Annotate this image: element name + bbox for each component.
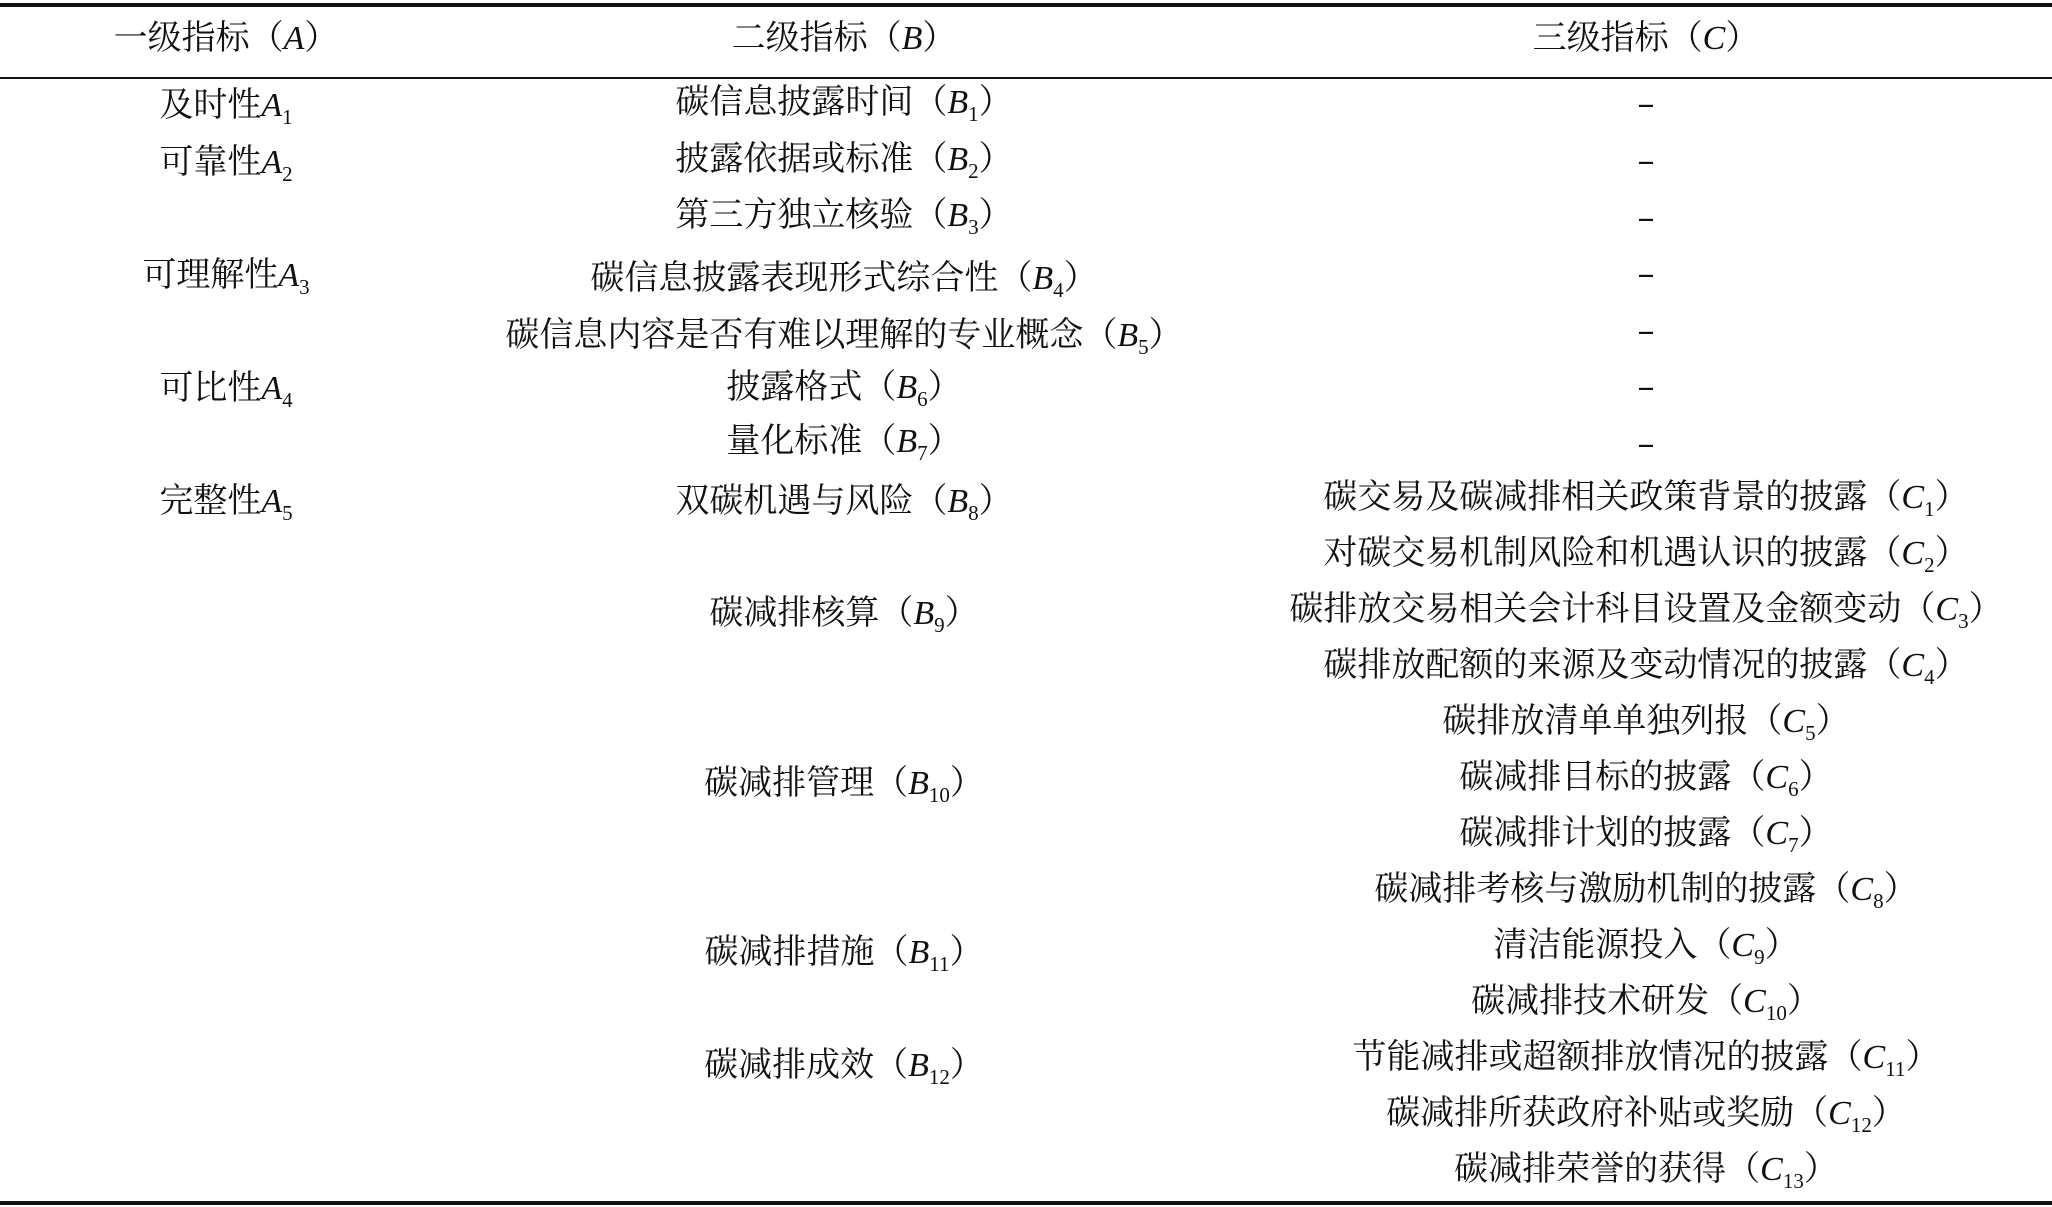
level3-dash: – bbox=[1637, 84, 1655, 124]
table-bottom-rule bbox=[0, 1201, 2052, 1205]
level3-cell: 碳排放交易相关会计科目设置及金额变动$(C_3)$ bbox=[1289, 589, 2003, 633]
level2-cell: 碳减排管理$(B_{10})$ bbox=[704, 763, 984, 807]
level3-cell: 碳减排荣誉的获得$(C_{13})$ bbox=[1454, 1149, 1838, 1193]
level3-dash: – bbox=[1637, 367, 1655, 407]
level1-cell: 可理解性$A_3$ bbox=[142, 255, 310, 299]
level2-cell: 双碳机遇与风险$(B_8)$ bbox=[675, 481, 1013, 525]
level1-cell: 可比性$A_4$ bbox=[159, 368, 293, 412]
level2-cell: 碳信息披露表现形式综合性$(B_4)$ bbox=[590, 258, 1098, 302]
header-level3: 三级指标（C） bbox=[1532, 18, 1760, 58]
level1-cell: 可靠性$A_2$ bbox=[159, 142, 293, 186]
level3-cell: 碳减排技术研发$(C_{10})$ bbox=[1471, 981, 1821, 1025]
level3-cell: 碳排放清单单独列报$(C_5)$ bbox=[1442, 701, 1850, 745]
level3-cell: 碳减排计划的披露$(C_7)$ bbox=[1459, 813, 1833, 857]
level3-dash: – bbox=[1637, 254, 1655, 294]
level3-cell: 清洁能源投入$(C_9)$ bbox=[1493, 925, 1799, 969]
level1-cell: 及时性$A_1$ bbox=[159, 85, 293, 129]
level3-cell: 节能减排或超额排放情况的披露$(C_{11})$ bbox=[1352, 1037, 1940, 1081]
level2-cell: 第三方独立核验$(B_3)$ bbox=[675, 195, 1013, 239]
level2-cell: 碳减排核算$(B_9)$ bbox=[709, 593, 979, 637]
level2-cell: 披露依据或标准$(B_2)$ bbox=[675, 139, 1013, 183]
level1-cell: 完整性$A_5$ bbox=[159, 481, 293, 525]
level3-cell: 碳减排考核与激励机制的披露$(C_8)$ bbox=[1374, 869, 1918, 913]
level2-cell: 碳减排成效$(B_{12})$ bbox=[704, 1045, 984, 1089]
level2-cell: 碳减排措施$(B_{11})$ bbox=[704, 932, 984, 976]
level3-dash: – bbox=[1637, 424, 1655, 464]
level3-cell: 碳减排目标的披露$(C_6)$ bbox=[1459, 757, 1833, 801]
level2-cell: 碳信息披露时间$(B_1)$ bbox=[675, 82, 1013, 126]
level3-dash: – bbox=[1637, 198, 1655, 238]
level2-cell: 碳信息内容是否有难以理解的专业概念$(B_5)$ bbox=[505, 315, 1183, 359]
level3-cell: 对碳交易机制风险和机遇认识的披露$(C_2)$ bbox=[1323, 533, 1969, 577]
table-top-rule bbox=[0, 3, 2052, 7]
level3-cell: 碳排放配额的来源及变动情况的披露$(C_4)$ bbox=[1323, 645, 1969, 689]
header-level1: 一级指标（A） bbox=[113, 18, 339, 58]
level2-cell: 量化标准$(B_7)$ bbox=[726, 421, 962, 465]
level3-dash: – bbox=[1637, 311, 1655, 351]
level3-dash: – bbox=[1637, 141, 1655, 181]
table-header-rule bbox=[0, 77, 2052, 79]
level2-cell: 披露格式$(B_6)$ bbox=[726, 367, 962, 411]
level3-cell: 碳减排所获政府补贴或奖励$(C_{12})$ bbox=[1386, 1093, 1906, 1137]
level3-cell: 碳交易及碳减排相关政策背景的披露$(C_1)$ bbox=[1323, 477, 1969, 521]
header-level2: 二级指标（B） bbox=[731, 18, 957, 58]
